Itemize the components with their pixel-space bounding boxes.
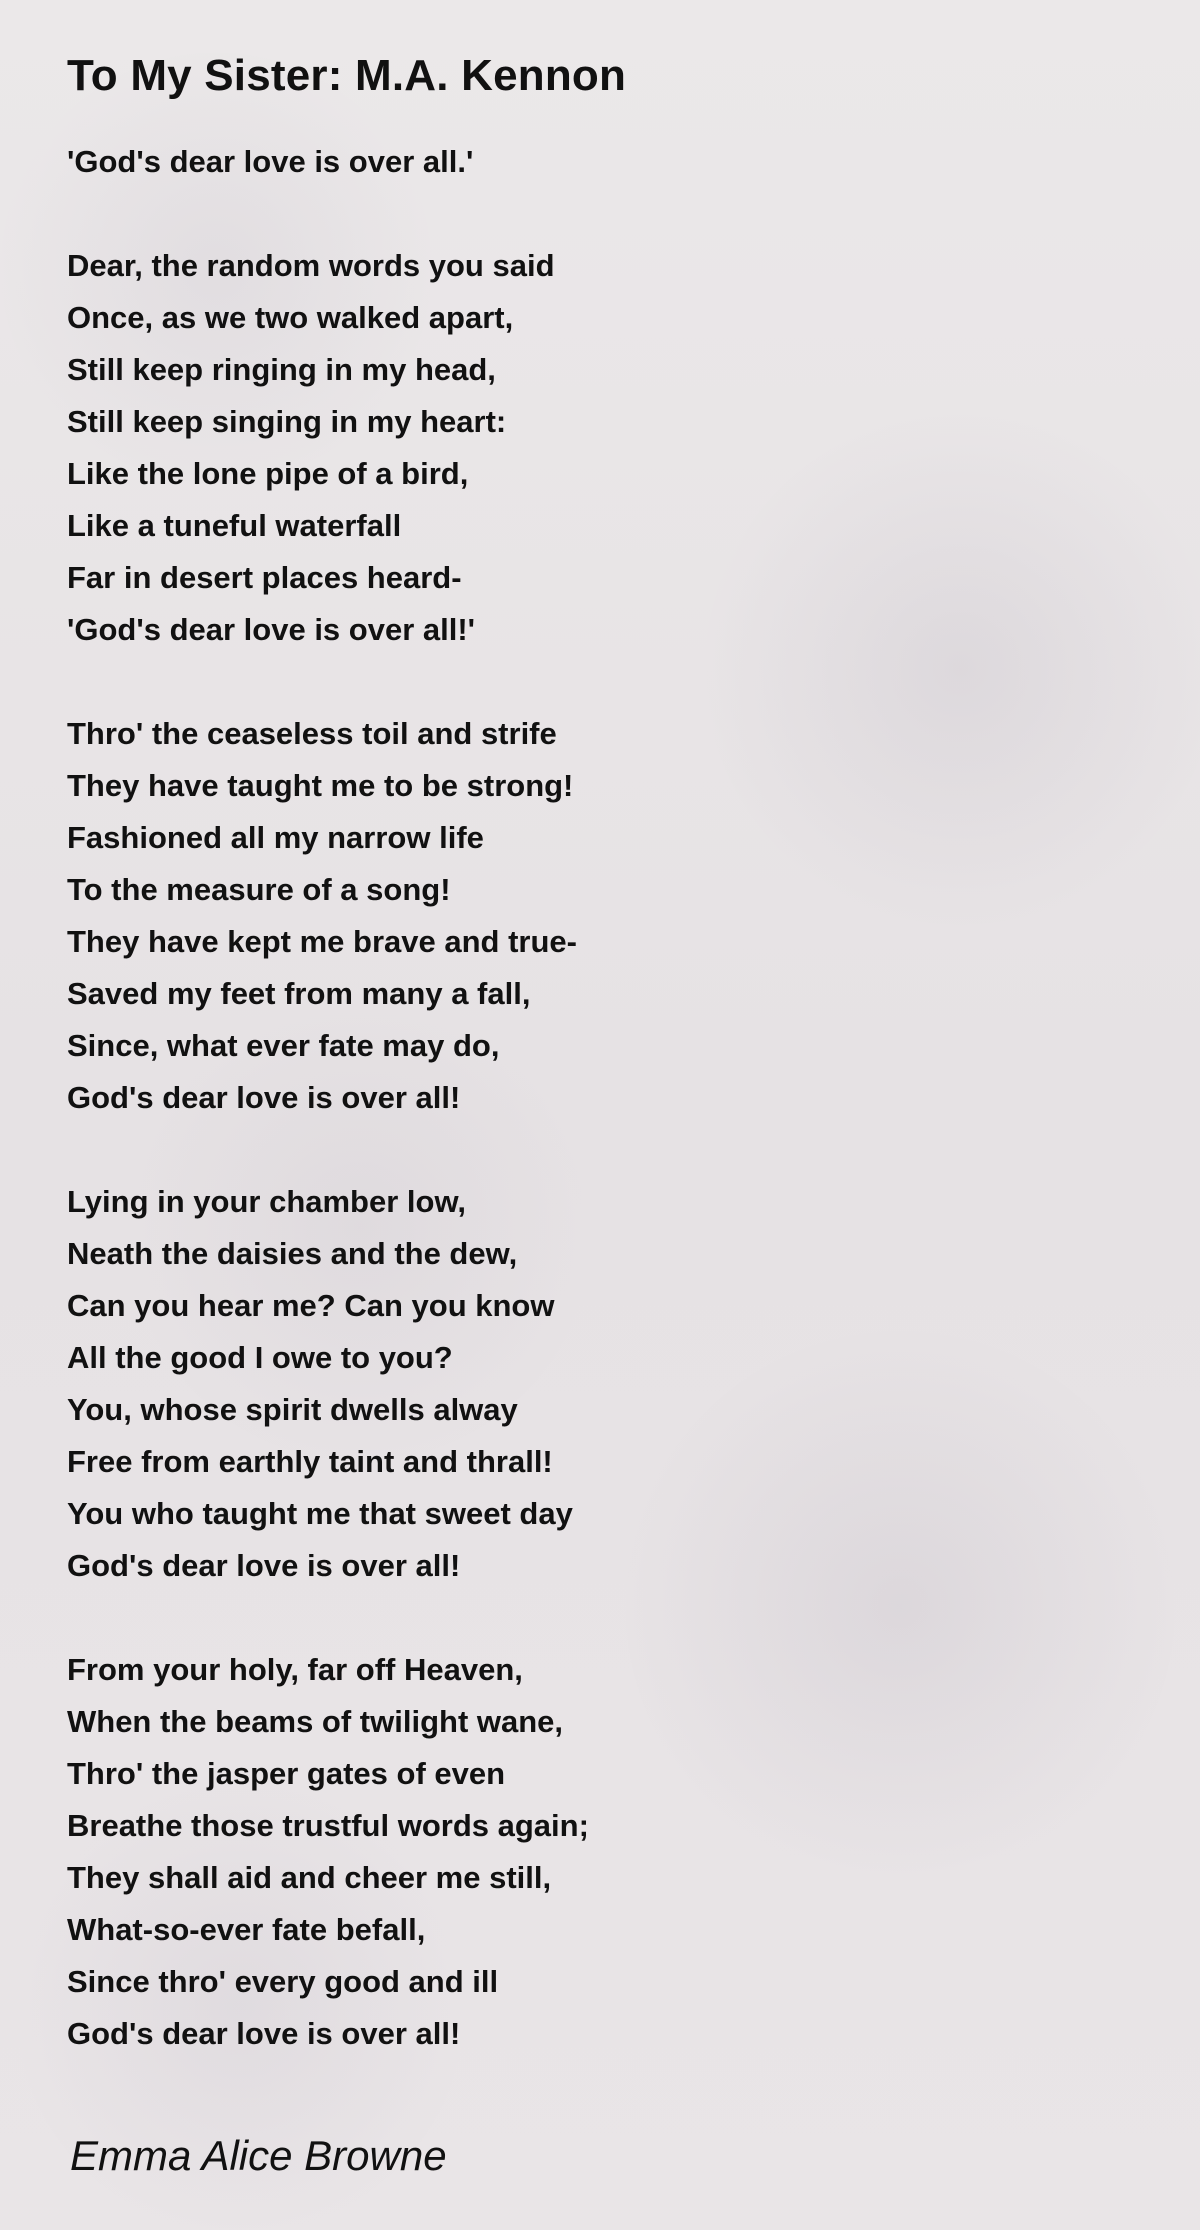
poem-line: Still keep ringing in my head, xyxy=(67,352,496,387)
stanza-epigraph xyxy=(67,136,1147,188)
poem-line: Fashioned all my narrow life xyxy=(67,820,484,855)
poem-line: Breathe those trustful words again; xyxy=(67,1808,589,1843)
poem-line: Still keep singing in my heart: xyxy=(67,404,507,439)
poem-line: Free from earthly taint and thrall! xyxy=(67,1444,553,1479)
stanza-3 xyxy=(67,1176,1147,1592)
poem-line: Saved my feet from many a fall, xyxy=(67,976,531,1011)
poem-line: God's dear love is over all! xyxy=(67,2016,461,2051)
poem-line: Like the lone pipe of a bird, xyxy=(67,456,469,491)
poem-line: What-so-ever fate befall, xyxy=(67,1912,426,1947)
poem-line: Thro' the ceaseless toil and strife xyxy=(67,716,557,751)
poem-line: 'God's dear love is over all.' xyxy=(67,144,474,179)
poem-line: God's dear love is over all! xyxy=(67,1080,461,1115)
poem-body xyxy=(67,136,1147,2060)
poem-line: You who taught me that sweet day xyxy=(67,1496,573,1531)
poem-line: Can you hear me? Can you know xyxy=(67,1288,555,1323)
poem-line: Dear, the random words you said xyxy=(67,248,555,283)
poem-line: They have taught me to be strong! xyxy=(67,768,574,803)
poem-line: To the measure of a song! xyxy=(67,872,451,907)
poem-line: All the good I owe to you? xyxy=(67,1340,453,1375)
poem-line: God's dear love is over all! xyxy=(67,1548,461,1583)
poem-line: From your holy, far off Heaven, xyxy=(67,1652,523,1687)
poem-line: Like a tuneful waterfall xyxy=(67,508,402,543)
poem-line: You, whose spirit dwells alway xyxy=(67,1392,518,1427)
poem-line: Far in desert places heard- xyxy=(67,560,462,595)
poem-line: Lying in your chamber low, xyxy=(67,1184,467,1219)
stanza-4 xyxy=(67,1644,1147,2060)
poem-line: Once, as we two walked apart, xyxy=(67,300,514,335)
poem-page xyxy=(67,48,1147,2112)
stanza-1 xyxy=(67,240,1147,656)
poem-line: Thro' the jasper gates of even xyxy=(67,1756,506,1791)
poem-line: Neath the daisies and the dew, xyxy=(67,1236,518,1271)
poem-line: 'God's dear love is over all!' xyxy=(67,612,476,647)
stanza-2 xyxy=(67,708,1147,1124)
poem-line: They have kept me brave and true- xyxy=(67,924,577,959)
poem-line: Since thro' every good and ill xyxy=(67,1964,499,1999)
poem-line: Since, what ever fate may do, xyxy=(67,1028,500,1063)
poem-author: Emma Alice Browne xyxy=(70,2132,447,2179)
poem-line: When the beams of twilight wane, xyxy=(67,1704,564,1739)
poem-title: To My Sister: M.A. Kennon xyxy=(67,51,627,100)
poem-line: They shall aid and cheer me still, xyxy=(67,1860,552,1895)
